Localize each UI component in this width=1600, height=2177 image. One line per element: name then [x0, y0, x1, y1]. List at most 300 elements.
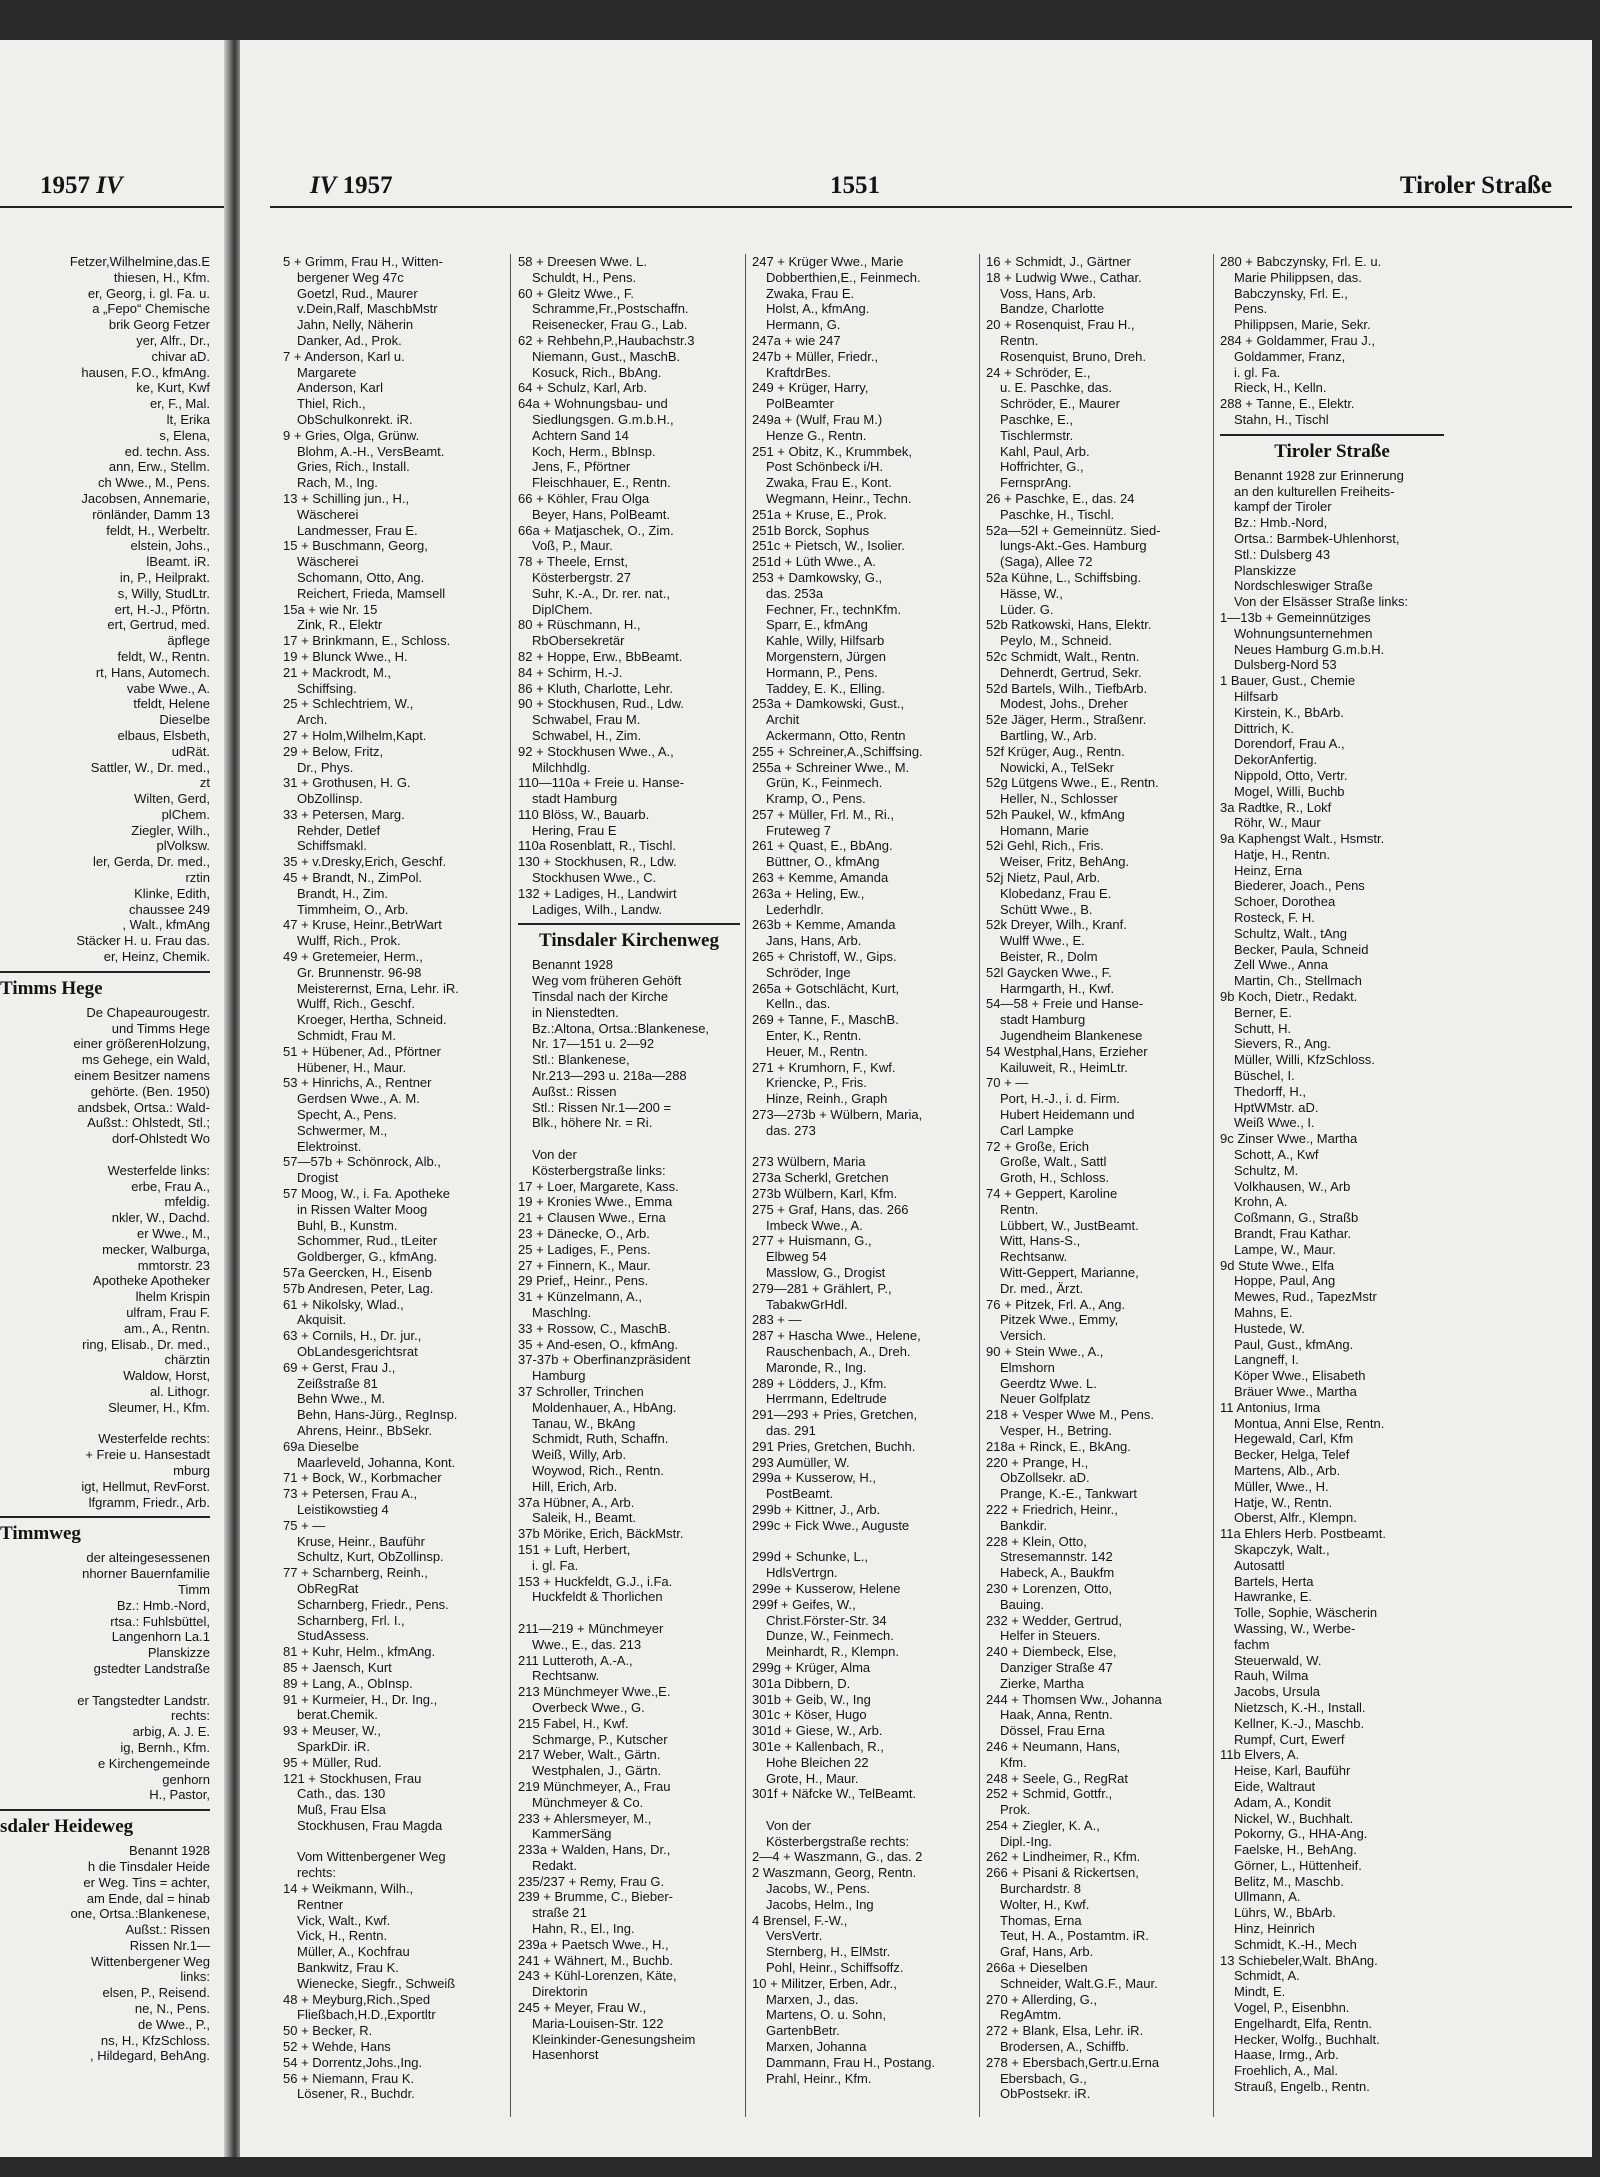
entry-line: Stl.: Dulsberg 43: [1234, 546, 1331, 562]
entry-line: 57a Geercken, H., Eisenb: [283, 1265, 432, 1280]
entry-line: 9c Zinser Wwe., Martha: [1220, 1131, 1358, 1147]
entry-line: 49 + Gretemeier, Herm.,: [283, 949, 423, 965]
entry-line: Brandt, H., Zim.: [297, 885, 389, 901]
entry-line: Ladiges, Wilh., Landw.: [532, 901, 663, 917]
entry-line: DekorAnfertig.: [1234, 752, 1318, 768]
column-4-lines: [986, 254, 1208, 2102]
entry-line: Schultz, Kurt, ObZollinsp.: [297, 1549, 444, 1565]
entry-line: 263 + Kemme, Amanda: [752, 870, 889, 886]
entry-line: 64a + Wohnungsbau- und: [518, 396, 668, 412]
entry-line: Specht, A., Pens.: [297, 1107, 397, 1123]
entry-line: RegAmtm.: [1000, 2007, 1062, 2023]
entry-line: Apotheke Apotheker: [92, 1273, 210, 1289]
entry-line: Reichert, Frieda, Mamsell: [297, 585, 446, 601]
entry-line: mecker, Walburga,: [102, 1241, 210, 1257]
entry-line: 299b + Kittner, J., Arb.: [752, 1501, 881, 1517]
entry-line: Kirstein, K., BbArb.: [1234, 704, 1344, 720]
entry-line: Grün, K., Feinmech.: [766, 775, 883, 791]
entry-line: [0, 1147, 210, 1163]
entry-line: 153 + Huckfeldt, G.J., i.Fa.: [518, 1573, 673, 1589]
entry-line: 211—219 + Münchmeyer: [518, 1620, 664, 1636]
entry-line: [283, 1834, 505, 1850]
entry-line: Zell Wwe., Anna: [1234, 957, 1328, 973]
entry-line: Tischlermstr.: [1000, 427, 1074, 443]
entry-line: 35 + And-esen, O., kfmAng.: [518, 1336, 679, 1352]
entry-line: erbe, Frau A.,: [131, 1178, 210, 1194]
entry-line: 25 + Ladiges, F., Pens.: [518, 1241, 651, 1257]
entry-line: 21 + Clausen Wwe., Erna: [518, 1210, 666, 1226]
entry-line: Nr.213—293 u. 218a—288: [532, 1068, 687, 1084]
entry-line: ke, Kurt, Kwf: [136, 380, 210, 396]
entry-line: Martens, O. u. Sohn,: [766, 2007, 886, 2023]
entry-line: 14 + Weikmann, Wilh.,: [283, 1881, 414, 1897]
entry-line: 299e + Kusserow, Helene: [752, 1580, 901, 1596]
entry-line: 11 Antonius, Irma: [1220, 1399, 1321, 1415]
entry-line: Wienecke, Siegfr., Schweiß: [297, 1975, 456, 1991]
entry-line: Saleik, H., Beamt.: [532, 1510, 637, 1526]
entry-line: Akquisit.: [297, 1312, 347, 1328]
entry-line: Becker, Helga, Telef: [1234, 1447, 1350, 1463]
entry-line: das. 253a: [766, 585, 824, 601]
entry-line: Schultz, Walt., tAng: [1234, 925, 1347, 941]
entry-line: 279—281 + Grählert, P.,: [752, 1280, 892, 1296]
entry-line: H., Pastor,: [149, 1787, 210, 1803]
entry-line: Westerfelde rechts:: [98, 1431, 210, 1447]
entry-line: feldt, W., Rentn.: [117, 648, 210, 664]
entry-line: 273—273b + Wülbern, Maria,: [752, 1107, 923, 1123]
entry-line: Niemann, Gust., MaschB.: [532, 348, 681, 364]
entry-line: 283 + —: [752, 1312, 802, 1328]
entry-line: Stockhusen, Frau Magda: [297, 1817, 443, 1833]
entry-line: Schiffsmakl.: [297, 838, 367, 854]
entry-line: Herrmann, Edeltrude: [766, 1391, 887, 1407]
entry-line: Stockhusen Wwe., C.: [532, 870, 657, 886]
entry-line: 31 + Künzelmann, A.,: [518, 1289, 642, 1305]
entry-line: Overbeck Wwe., G.: [532, 1699, 645, 1715]
entry-line: Gries, Rich., Install.: [297, 459, 410, 475]
entry-line: 299g + Krüger, Alma: [752, 1659, 871, 1675]
entry-line: thiesen, H., Kfm.: [113, 269, 210, 285]
entry-line: Fruteweg 7: [766, 822, 832, 838]
entry-line: Schwabel, Frau M.: [532, 712, 641, 728]
entry-line: Zink, R., Elektr: [297, 617, 383, 633]
entry-line: ulfram, Frau F.: [126, 1305, 210, 1320]
entry-line: 301e + Kallenbach, R.,: [752, 1738, 884, 1754]
entry-line: Ahrens, Heinr., BbSekr.: [297, 1422, 433, 1438]
entry-line: Suhr, K.-A., Dr. rer. nat.,: [532, 585, 670, 601]
entry-line: Zierke, Martha: [1000, 1675, 1084, 1691]
entry-line: Peylo, M., Schneid.: [1000, 633, 1112, 649]
entry-line: 233 + Ahlersmeyer, M.,: [518, 1810, 652, 1826]
entry-line: 64 + Schulz, Karl, Arb.: [518, 380, 647, 396]
entry-line: 52 + Wehde, Hans: [283, 2039, 391, 2055]
entry-line: lhelm Krispin: [135, 1289, 210, 1305]
entry-line: HdlsVertrgn.: [766, 1565, 838, 1581]
entry-line: 299a + Kusserow, H.,: [752, 1470, 876, 1486]
entry-line: arbig, A. J. E.: [132, 1724, 210, 1740]
entry-line: 54 + Dorrentz,Johs.,Ing.: [283, 2054, 423, 2070]
entry-line: 284 + Goldammer, Frau J.,: [1220, 332, 1375, 348]
entry-line: Benannt 1928 zur Erinnerung: [1234, 467, 1404, 483]
entry-line: 222 + Friedrich, Heinr.,: [986, 1501, 1118, 1517]
entry-line: 33 + Rossow, C., MaschB.: [518, 1320, 671, 1336]
entry-line: 74 + Geppert, Karoline: [986, 1186, 1118, 1202]
entry-line: Sattler, W., Dr. med.,: [90, 759, 210, 775]
entry-line: Kailuweit, R., HeimLtr.: [1000, 1059, 1128, 1075]
entry-line: ring, Elisab., Dr. med.,: [82, 1336, 210, 1352]
entry-line: 37b Mörike, Erich, BäckMstr.: [518, 1526, 684, 1542]
entry-line: 72 + Große, Erich: [986, 1138, 1089, 1154]
entry-line: Kroeger, Hertha, Schneid.: [297, 1012, 447, 1028]
entry-line: Ackermann, Otto, Rentn: [766, 727, 906, 743]
entry-line: 132 + Ladiges, H., Landwirt: [518, 885, 677, 901]
entry-line: Maronde, R., Ing.: [766, 1359, 867, 1375]
entry-line: Stl.: Rissen Nr.1—200 =: [532, 1099, 672, 1115]
entry-line: 91 + Kurmeier, H., Dr. Ing.,: [283, 1691, 438, 1707]
entry-line: Ziegler, Wilh.,: [131, 822, 210, 838]
entry-line: ns, H., KfzSchloss.: [100, 2032, 210, 2048]
entry-line: gehörte. (Ben. 1950): [90, 1083, 210, 1099]
entry-line: Belitz, M., Maschb.: [1234, 1873, 1344, 1889]
entry-line: nkler, W., Dachd.: [111, 1210, 210, 1226]
entry-line: Mewes, Rud., TapezMstr: [1234, 1289, 1377, 1305]
entry-line: Ebersbach, G.,: [1000, 2070, 1087, 2086]
entry-line: andsbek, Ortsa.: Wald-: [77, 1099, 210, 1115]
entry-line: SparkDir. iR.: [297, 1738, 370, 1754]
entry-line: Blk., höhere Nr. = Ri.: [532, 1115, 653, 1131]
entry-line: stadt Hamburg: [532, 791, 618, 807]
left-header-rule: [0, 206, 228, 208]
entry-line: Weg vom früheren Gehöft: [532, 973, 682, 989]
entry-line: Mindt, E.: [1234, 1984, 1286, 2000]
entry-line: 89 + Lang, A., ObInsp.: [283, 1675, 413, 1691]
entry-line: 1 Bauer, Gust., Chemie: [1220, 673, 1356, 689]
entry-line: Elmshorn: [1000, 1359, 1055, 1375]
entry-line: 37a Hübner, A., Arb.: [518, 1494, 635, 1510]
entry-line: 82 + Hoppe, Erw., BbBeamt.: [518, 648, 683, 664]
entry-line: Scharnberg, Friedr., Pens.: [297, 1596, 449, 1612]
entry-line: 9b Koch, Dietr., Redakt.: [1220, 989, 1358, 1005]
entry-line: Enter, K., Rentn.: [766, 1028, 862, 1044]
entry-line: Jacobs, W., Pens.: [766, 1881, 871, 1897]
entry-line: Ullmann, A.: [1234, 1889, 1301, 1905]
entry-line: 228 + Klein, Otto,: [986, 1533, 1087, 1549]
entry-line: 29 + Below, Fritz,: [283, 743, 384, 759]
entry-line: Nippold, Otto, Vertr.: [1234, 767, 1348, 783]
entry-line: 261 + Quast, E., BbAng.: [752, 838, 893, 854]
entry-line: Becker, Paula, Schneid: [1234, 941, 1369, 957]
entry-line: rechts:: [297, 1865, 337, 1881]
entry-line: Bauing.: [1000, 1596, 1045, 1612]
entry-line: 52a Kühne, L., Schiffsbing.: [986, 569, 1142, 585]
entry-line: ObPostsekr. iR.: [1000, 2086, 1091, 2102]
entry-line: yer, Alfr., Dr.,: [136, 332, 210, 348]
entry-line: Goldammer, Franz,: [1234, 348, 1346, 364]
entry-line: Voß, P., Maur.: [532, 538, 613, 554]
entry-line: lt, Erika: [166, 411, 210, 427]
entry-line: 85 + Jaensch, Kurt: [283, 1659, 392, 1675]
entry-line: 110a Rosenblatt, R., Tischl.: [518, 838, 677, 854]
entry-line: straße 21: [532, 1905, 587, 1921]
entry-line: 249 + Krüger, Harry,: [752, 380, 869, 396]
entry-line: 52j Nietz, Paul, Arb.: [986, 870, 1101, 886]
entry-line: Beister, R., Dolm: [1000, 949, 1098, 965]
entry-line: ObLandesgerichtsrat: [297, 1343, 418, 1359]
entry-line: [518, 1605, 740, 1621]
entry-line: Jans, Hans, Arb.: [766, 933, 862, 949]
entry-line: 78 + Theele, Ernst,: [518, 554, 628, 570]
entry-line: Bz.: Hmb.-Nord,: [116, 1597, 210, 1613]
entry-line: 269 + Tanne, F., MaschB.: [752, 1012, 899, 1028]
entry-line: Lübbert, W., JustBeamt.: [1000, 1217, 1139, 1233]
entry-line: Wulff, Rich., Prok.: [297, 933, 401, 949]
entry-line: Blohm, A.-H., VersBeamt.: [297, 443, 445, 459]
entry-line: 54 Westphal,Hans, Erzieher: [986, 1043, 1148, 1059]
entry-line: Schommer, Rud., tLeiter: [297, 1233, 438, 1249]
left-section: IV: [96, 172, 123, 199]
entry-line: h die Tinsdaler Heide: [87, 1858, 210, 1874]
entry-line: 263b + Kemme, Amanda: [752, 917, 896, 933]
entry-line: 29 Prief,, Heinr., Pens.: [518, 1273, 649, 1289]
entry-line: Drogist: [297, 1170, 339, 1186]
column-divider-4: [1213, 254, 1214, 2117]
entry-line: 244 + Thomsen Ww., Johanna: [986, 1691, 1162, 1707]
entry-line: Außst.: Ohlstedt, Stl.;: [87, 1115, 210, 1131]
entry-line: Hustede, W.: [1234, 1320, 1305, 1336]
entry-line: 7 + Anderson, Karl u.: [283, 348, 405, 364]
entry-line: 245 + Meyer, Frau W.,: [518, 2000, 647, 2016]
entry-line: Benannt 1928: [532, 957, 613, 973]
entry-line: Schwabel, H., Zim.: [532, 727, 642, 743]
entry-line: Lampe, W., Maur.: [1234, 1241, 1336, 1257]
column-1: [283, 254, 505, 2102]
entry-line: PostBeamt.: [766, 1486, 834, 1502]
entry-line: Jens, F., Pförtner: [532, 459, 631, 475]
entry-line: Schultz, M.: [1234, 1162, 1299, 1178]
entry-line: Ortsa.: Barmbek-Uhlenhorst,: [1234, 530, 1400, 546]
column-3-lines: [752, 254, 974, 2086]
entry-line: 69 + Gerst, Frau J.,: [283, 1359, 396, 1375]
entry-line: Kriencke, P., Fris.: [766, 1075, 867, 1091]
entry-line: Hubert Heidemann und: [1000, 1107, 1135, 1123]
entry-line: Hill, Erich, Arb.: [532, 1478, 618, 1494]
entry-line: 273 Wülbern, Maria: [752, 1154, 866, 1170]
entry-line: 299c + Fick Wwe., Auguste: [752, 1517, 910, 1533]
entry-line: Groth, H., Schloss.: [1000, 1170, 1110, 1186]
entry-line: Arch.: [297, 712, 328, 728]
entry-line: Vom Wittenbergener Weg: [297, 1849, 446, 1865]
entry-line: mfeldig.: [164, 1194, 210, 1210]
entry-line: tfeldt, Helene: [133, 696, 210, 712]
column-3: [752, 254, 974, 2086]
entry-line: Außst.: Rissen: [532, 1083, 617, 1099]
entry-line: Von der Elsässer Straße links:: [1234, 594, 1409, 610]
entry-line: Neuer Golfplatz: [1000, 1391, 1091, 1407]
left-street-1: Timms Hege: [0, 971, 210, 1001]
entry-line: 84 + Schirm, H.-J.: [518, 664, 623, 680]
entry-line: Wassing, W., Werbe-: [1234, 1620, 1356, 1636]
entry-line: elstein, Johs.,: [130, 538, 210, 554]
entry-line: Anderson, Karl: [297, 380, 383, 396]
entry-line: Röhr, W., Maur: [1234, 815, 1321, 831]
entry-line: Gr. Brunnenstr. 96-98: [297, 964, 422, 980]
entry-line: plChem.: [161, 806, 210, 822]
entry-line: Haak, Anna, Rentn.: [1000, 1707, 1113, 1723]
entry-line: 251b Borck, Sophus: [752, 522, 870, 538]
entry-line: Martens, Alb., Arb.: [1234, 1462, 1341, 1478]
entry-line: ed. techn. Ass.: [124, 443, 210, 459]
entry-line: i. gl. Fa.: [1234, 364, 1281, 380]
entry-line: Bandze, Charlotte: [1000, 301, 1105, 317]
left-street-1-lines: [0, 1005, 210, 1511]
entry-line: 266 + Pisani & Rickertsen,: [986, 1865, 1139, 1881]
entry-line: 239a + Paetsch Wwe., H.,: [518, 1936, 669, 1952]
entry-line: 58 + Dreesen Wwe. L.: [518, 254, 647, 269]
entry-line: 9a Kaphengst Walt., Hsmstr.: [1220, 831, 1385, 847]
entry-line: 217 Weber, Walt., Gärtn.: [518, 1747, 661, 1763]
entry-line: Rumpf, Curt, Ewerf: [1234, 1731, 1345, 1747]
entry-line: 301f + Näfcke W., TelBeamt.: [752, 1786, 917, 1802]
entry-line: 70 + —: [986, 1075, 1029, 1091]
entry-line: links:: [180, 1969, 210, 1985]
entry-line: in Nienstedten.: [532, 1004, 619, 1020]
entry-line: 77 + Scharnberg, Reinh.,: [283, 1565, 428, 1581]
entry-line: Fleischhauer, E., Rentn.: [532, 475, 671, 491]
entry-line: Schoer, Dorothea: [1234, 894, 1336, 910]
entry-line: 90 + Stockhusen, Rud., Ldw.: [518, 696, 684, 712]
entry-line: Rentn.: [1000, 332, 1039, 348]
entry-line: [752, 1802, 974, 1818]
entry-line: , Hildegard, BehAng.: [90, 2048, 210, 2064]
entry-line: De Chapeaurougestr.: [86, 1004, 210, 1020]
entry-line: 52a—52l + Gemeinnütz. Sied-: [986, 522, 1161, 538]
entry-line: Montua, Anni Else, Rentn.: [1234, 1415, 1385, 1431]
entry-line: dorf-Ohlstedt Wo: [111, 1131, 210, 1147]
entry-line: ert, H.-J., Pförtn.: [114, 601, 210, 617]
entry-line: 291—293 + Pries, Gretchen,: [752, 1407, 918, 1423]
entry-line: 293 Aumüller, W.: [752, 1454, 850, 1470]
entry-line: Schuldt, H., Pens.: [532, 269, 637, 285]
entry-line: 13 Schiebeler,Walt. BhAng.: [1220, 1952, 1378, 1968]
entry-line: Köper Wwe., Elisabeth: [1234, 1368, 1366, 1384]
entry-line: al. Lithogr.: [150, 1383, 210, 1399]
entry-line: 273a Scherkl, Gretchen: [752, 1170, 889, 1186]
entry-line: er, Georg, i. gl. Fa. u.: [87, 285, 210, 301]
entry-line: 235/237 + Remy, Frau G.: [518, 1873, 665, 1889]
left-street-2-lines: [0, 1550, 210, 1803]
entry-line: chivar aD.: [151, 348, 210, 364]
entry-line: Sternberg, H., ElMstr.: [766, 1944, 891, 1960]
entry-line: in Rissen Walter Moog: [297, 1201, 428, 1217]
entry-line: Henze G., Rentn.: [766, 427, 867, 443]
entry-line: 95 + Müller, Rud.: [283, 1754, 382, 1770]
entry-line: Schmidt, K.-H., Mech: [1234, 1936, 1357, 1952]
entry-line: Teut, H. A., Postamtm. iR.: [1000, 1928, 1149, 1944]
entry-line: 35 + v.Dresky,Erich, Geschf.: [283, 854, 447, 870]
entry-line: 247a + wie 247: [752, 332, 841, 348]
entry-line: Graf, Hans, Arb.: [1000, 1944, 1094, 1960]
entry-line: Nordschleswiger Straße: [1234, 578, 1373, 594]
entry-line: gstedter Landstraße: [93, 1660, 210, 1676]
entry-line: Goetzl, Rud., Maurer: [297, 285, 418, 301]
entry-line: Beyer, Hans, PolBeamt.: [532, 506, 671, 522]
entry-line: Marie Philippsen, das.: [1234, 269, 1362, 285]
entry-line: Haase, Irmg., Arb.: [1234, 2047, 1339, 2063]
entry-line: chärztin: [164, 1352, 210, 1368]
column-2-street: Tinsdaler Kirchenweg: [518, 923, 740, 953]
right-section: IV: [310, 172, 337, 199]
entry-line: er, F., Mal.: [150, 396, 210, 412]
entry-line: in, P., Heilprakt.: [119, 569, 210, 585]
entry-line: 52d Bartels, Wilh., TiefbArb.: [986, 680, 1148, 696]
entry-line: Schmidt, A.: [1234, 1968, 1300, 1984]
entry-line: Jugendheim Blankenese: [1000, 1028, 1143, 1044]
entry-line: Huckfeldt & Thorlichen: [532, 1589, 663, 1605]
entry-line: Rosteck, F. H.: [1234, 910, 1315, 926]
entry-line: rztin: [185, 870, 210, 886]
entry-line: Faelske, H., BehAng.: [1234, 1842, 1357, 1858]
entry-line: 53 + Hinrichs, A., Rentner: [283, 1075, 432, 1091]
entry-line: 17 + Loer, Margarete, Kass.: [518, 1178, 679, 1194]
entry-line: 11a Ehlers Herb. Postbeamt.: [1220, 1526, 1386, 1542]
entry-line: Pohl, Heinr., Schiffsoffz.: [766, 1960, 904, 1976]
entry-line: am Ende, dal = hinab: [86, 1890, 210, 1906]
entry-line: i. gl. Fa.: [532, 1557, 579, 1573]
entry-line: Steuerwald, W.: [1234, 1652, 1322, 1668]
entry-line: 230 + Lorenzen, Otto,: [986, 1580, 1113, 1596]
entry-line: 151 + Luft, Herbert,: [518, 1541, 631, 1557]
entry-line: Schneider, Walt.G.F., Maur.: [1000, 1975, 1158, 1991]
entry-line: Von der: [532, 1147, 577, 1163]
entry-line: ObZollinsp.: [297, 791, 363, 807]
entry-line: Bz.:Altona, Ortsa.:Blankenese,: [532, 1020, 710, 1036]
entry-line: FernsprAng.: [1000, 475, 1072, 491]
entry-line: 75 + —: [283, 1517, 326, 1533]
entry-line: 220 + Prange, H.,: [986, 1454, 1089, 1470]
entry-line: 110—110a + Freie u. Hanse-: [518, 775, 685, 791]
entry-line: 37-37b + Oberfinanzpräsident: [518, 1352, 691, 1368]
entry-line: 16 + Schmidt, J., Gärtner: [986, 254, 1131, 269]
entry-line: Gerdsen Wwe., A. M.: [297, 1091, 420, 1107]
entry-line: Volkhausen, W., Arb: [1234, 1178, 1351, 1194]
entry-line: Wegmann, Heinr., Techn.: [766, 490, 912, 506]
entry-line: Thomas, Erna: [1000, 1912, 1082, 1928]
entry-line: 48 + Meyburg,Rich.,Sped: [283, 1991, 431, 2007]
entry-line: Vogel, P., Eisenbhn.: [1234, 2000, 1350, 2016]
entry-line: 280 + Babczynsky, Frl. E. u.: [1220, 254, 1382, 269]
entry-line: Meinhardt, R., Klempn.: [766, 1644, 899, 1660]
entry-line: 288 + Tanne, E., Elektr.: [1220, 396, 1355, 412]
entry-line: ne, N., Pens.: [134, 2001, 210, 2017]
entry-line: Dieselbe: [159, 712, 210, 728]
entry-line: Habeck, A., Baukfm: [1000, 1565, 1115, 1581]
entry-line: 254 + Ziegler, K. A.,: [986, 1817, 1100, 1833]
entry-line: 301c + Köser, Hugo: [752, 1707, 867, 1723]
entry-line: 80 + Rüschmann, H.,: [518, 617, 641, 633]
entry-line: 275 + Graf, Hans, das. 266: [752, 1201, 909, 1217]
entry-line: 270 + Allerding, G.,: [986, 1991, 1097, 2007]
entry-line: Dehnerdt, Gertrud, Sekr.: [1000, 664, 1142, 680]
entry-line: 272 + Blank, Elsa, Lehr. iR.: [986, 2023, 1144, 2039]
entry-line: RbObersekretär: [532, 633, 625, 649]
entry-line: 24 + Schröder, E.,: [986, 364, 1091, 380]
entry-line: Schmidt, Frau M.: [297, 1028, 396, 1044]
entry-line: 301b + Geib, W., Ing: [752, 1691, 871, 1707]
left-lines: [0, 254, 210, 965]
entry-line: Mahns, E.: [1234, 1305, 1293, 1320]
entry-line: 52h Paukel, W., kfmAng: [986, 806, 1125, 822]
entry-line: feldt, H., Werbeltr.: [106, 522, 210, 538]
